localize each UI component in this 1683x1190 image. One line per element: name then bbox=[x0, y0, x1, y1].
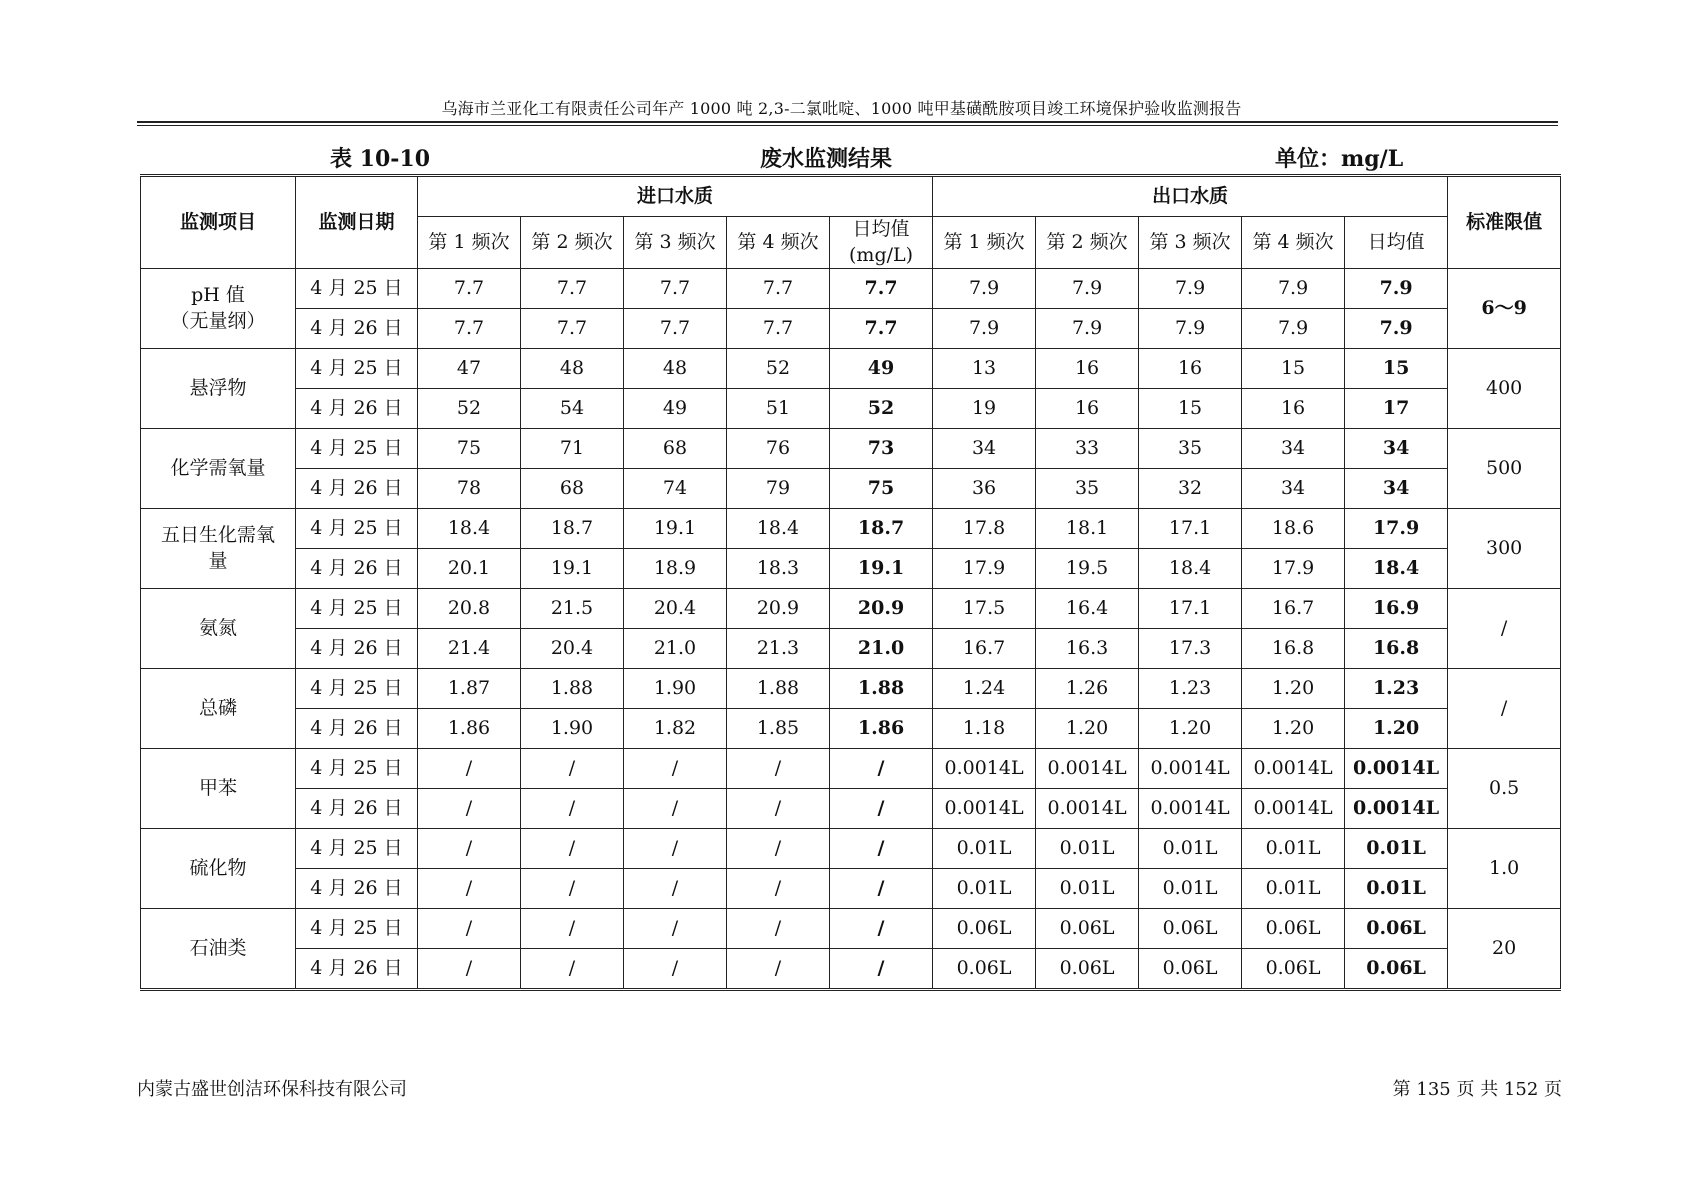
cell-outlet-freq-4: 0.06L bbox=[1242, 949, 1345, 990]
cell-monitoring-item bbox=[141, 589, 296, 669]
cell-outlet-daily-avg: 34 bbox=[1345, 429, 1448, 469]
cell-standard-limit: 400 bbox=[1448, 349, 1561, 429]
cell-inlet-freq-2: / bbox=[521, 749, 624, 789]
cell-outlet-freq-1: 19 bbox=[933, 389, 1036, 429]
cell-inlet-freq-3: 19.1 bbox=[624, 509, 727, 549]
cell-outlet-daily-avg: 34 bbox=[1345, 469, 1448, 509]
cell-inlet-daily-avg: 73 bbox=[830, 429, 933, 469]
cell-inlet-freq-2: 7.7 bbox=[521, 309, 624, 349]
col-header-item: 监测项目 bbox=[141, 176, 296, 269]
cell-date: 4 月 25 日 bbox=[296, 829, 418, 869]
cell-date: 4 月 25 日 bbox=[296, 669, 418, 709]
col-header-in-freq-2: 第 2 频次 bbox=[521, 217, 624, 269]
cell-outlet-daily-avg: 18.4 bbox=[1345, 549, 1448, 589]
cell-outlet-freq-4: 0.06L bbox=[1242, 909, 1345, 949]
cell-outlet-freq-1: 0.01L bbox=[933, 869, 1036, 909]
cell-inlet-freq-3: / bbox=[624, 869, 727, 909]
cell-outlet-freq-3: 18.4 bbox=[1139, 549, 1242, 589]
cell-monitoring-item bbox=[141, 349, 296, 429]
cell-outlet-freq-1: 17.5 bbox=[933, 589, 1036, 629]
cell-inlet-daily-avg: / bbox=[830, 949, 933, 990]
cell-inlet-freq-1: 7.7 bbox=[418, 269, 521, 309]
cell-date: 4 月 25 日 bbox=[296, 509, 418, 549]
cell-inlet-freq-2: 48 bbox=[521, 349, 624, 389]
table-unit: 单位：mg/L bbox=[1275, 146, 1404, 172]
table-row bbox=[141, 389, 1561, 429]
cell-outlet-freq-4: 17.9 bbox=[1242, 549, 1345, 589]
col-header-standard: 标准限值 bbox=[1448, 176, 1561, 269]
cell-date: 4 月 26 日 bbox=[296, 949, 418, 990]
cell-date: 4 月 26 日 bbox=[296, 389, 418, 429]
cell-inlet-freq-1: 75 bbox=[418, 429, 521, 469]
cell-inlet-freq-3: 74 bbox=[624, 469, 727, 509]
cell-outlet-freq-2: 7.9 bbox=[1036, 269, 1139, 309]
cell-inlet-daily-avg: / bbox=[830, 909, 933, 949]
table-row bbox=[141, 949, 1561, 990]
cell-inlet-freq-1: 18.4 bbox=[418, 509, 521, 549]
cell-outlet-freq-4: 16.7 bbox=[1242, 589, 1345, 629]
report-header: 乌海市兰亚化工有限责任公司年产 1000 吨 2,3-二氯吡啶、1000 吨甲基磺酰胺项目竣工环境保护验收监测报告 bbox=[441, 99, 1242, 118]
col-header-out-freq-2: 第 2 频次 bbox=[1036, 217, 1139, 269]
cell-monitoring-item bbox=[141, 429, 296, 509]
cell-inlet-freq-3: / bbox=[624, 909, 727, 949]
cell-inlet-freq-2: 20.4 bbox=[521, 629, 624, 669]
cell-inlet-freq-2: / bbox=[521, 789, 624, 829]
cell-outlet-freq-4: 16.8 bbox=[1242, 629, 1345, 669]
cell-standard-limit: 1.0 bbox=[1448, 829, 1561, 909]
table-row bbox=[141, 509, 1561, 549]
col-header-inlet: 进口水质 bbox=[418, 176, 933, 217]
cell-date: 4 月 25 日 bbox=[296, 269, 418, 309]
cell-inlet-freq-4: / bbox=[727, 829, 830, 869]
cell-inlet-daily-avg: 1.88 bbox=[830, 669, 933, 709]
cell-outlet-freq-4: 0.01L bbox=[1242, 829, 1345, 869]
cell-standard-limit: 500 bbox=[1448, 429, 1561, 509]
cell-inlet-freq-2: 19.1 bbox=[521, 549, 624, 589]
cell-standard-limit: / bbox=[1448, 589, 1561, 669]
cell-outlet-freq-3: 0.0014L bbox=[1139, 789, 1242, 829]
cell-outlet-freq-2: 0.0014L bbox=[1036, 789, 1139, 829]
cell-inlet-daily-avg: / bbox=[830, 869, 933, 909]
table-row bbox=[141, 309, 1561, 349]
cell-outlet-freq-4: 0.0014L bbox=[1242, 789, 1345, 829]
cell-date: 4 月 25 日 bbox=[296, 349, 418, 389]
cell-outlet-freq-4: 18.6 bbox=[1242, 509, 1345, 549]
table-row bbox=[141, 909, 1561, 949]
cell-inlet-freq-2: 68 bbox=[521, 469, 624, 509]
col-header-outlet: 出口水质 bbox=[933, 176, 1448, 217]
cell-inlet-freq-2: 54 bbox=[521, 389, 624, 429]
cell-monitoring-item bbox=[141, 829, 296, 909]
cell-outlet-freq-2: 0.06L bbox=[1036, 909, 1139, 949]
cell-inlet-freq-1: 78 bbox=[418, 469, 521, 509]
cell-inlet-freq-3: 1.82 bbox=[624, 709, 727, 749]
col-header-out-freq-1: 第 1 频次 bbox=[933, 217, 1036, 269]
monitoring-item-line: 石油类 bbox=[189, 936, 247, 959]
monitoring-item-line: （无量纲） bbox=[170, 309, 266, 332]
cell-outlet-freq-4: 0.01L bbox=[1242, 869, 1345, 909]
footer-page-number: 第 135 页 共 152 页 bbox=[1392, 1079, 1562, 1100]
cell-date: 4 月 26 日 bbox=[296, 629, 418, 669]
monitoring-item-line: 硫化物 bbox=[189, 856, 247, 879]
cell-inlet-daily-avg: 18.7 bbox=[830, 509, 933, 549]
cell-outlet-daily-avg: 7.9 bbox=[1345, 269, 1448, 309]
table-row bbox=[141, 469, 1561, 509]
cell-outlet-daily-avg: 1.20 bbox=[1345, 709, 1448, 749]
cell-inlet-freq-4: 7.7 bbox=[727, 269, 830, 309]
cell-outlet-freq-4: 7.9 bbox=[1242, 309, 1345, 349]
cell-monitoring-item bbox=[141, 509, 296, 589]
col-header-out-freq-3: 第 3 频次 bbox=[1139, 217, 1242, 269]
cell-date: 4 月 26 日 bbox=[296, 469, 418, 509]
monitoring-item-line: 化学需氧量 bbox=[170, 456, 266, 479]
cell-outlet-freq-3: 0.0014L bbox=[1139, 749, 1242, 789]
cell-outlet-freq-1: 7.9 bbox=[933, 309, 1036, 349]
cell-inlet-freq-1: 21.4 bbox=[418, 629, 521, 669]
cell-inlet-freq-4: 18.4 bbox=[727, 509, 830, 549]
monitoring-item-line: 五日生化需氧 bbox=[160, 524, 275, 547]
cell-inlet-freq-4: 18.3 bbox=[727, 549, 830, 589]
cell-inlet-daily-avg: / bbox=[830, 749, 933, 789]
cell-outlet-freq-2: 0.0014L bbox=[1036, 749, 1139, 789]
cell-inlet-freq-4: / bbox=[727, 949, 830, 990]
cell-monitoring-item bbox=[141, 749, 296, 829]
cell-standard-limit: 20 bbox=[1448, 909, 1561, 990]
cell-inlet-freq-1: / bbox=[418, 869, 521, 909]
cell-date: 4 月 25 日 bbox=[296, 909, 418, 949]
cell-inlet-freq-2: 21.5 bbox=[521, 589, 624, 629]
cell-outlet-freq-3: 16 bbox=[1139, 349, 1242, 389]
col-header-out-daily-avg: 日均值 bbox=[1345, 217, 1448, 269]
table-row bbox=[141, 429, 1561, 469]
cell-outlet-freq-4: 1.20 bbox=[1242, 669, 1345, 709]
cell-outlet-freq-1: 13 bbox=[933, 349, 1036, 389]
cell-inlet-freq-2: / bbox=[521, 949, 624, 990]
cell-date: 4 月 25 日 bbox=[296, 589, 418, 629]
cell-date: 4 月 26 日 bbox=[296, 309, 418, 349]
cell-standard-limit: 6～9 bbox=[1448, 269, 1561, 349]
cell-inlet-freq-1: 1.86 bbox=[418, 709, 521, 749]
cell-outlet-freq-4: 1.20 bbox=[1242, 709, 1345, 749]
cell-inlet-freq-2: 71 bbox=[521, 429, 624, 469]
cell-outlet-daily-avg: 0.0014L bbox=[1345, 789, 1448, 829]
table-row bbox=[141, 549, 1561, 589]
table-row bbox=[141, 629, 1561, 669]
cell-inlet-freq-1: 52 bbox=[418, 389, 521, 429]
cell-inlet-daily-avg: 7.7 bbox=[830, 309, 933, 349]
cell-outlet-freq-4: 7.9 bbox=[1242, 269, 1345, 309]
cell-outlet-freq-4: 34 bbox=[1242, 469, 1345, 509]
cell-outlet-freq-1: 0.06L bbox=[933, 909, 1036, 949]
cell-outlet-daily-avg: 0.06L bbox=[1345, 909, 1448, 949]
monitoring-item-line: 甲苯 bbox=[198, 776, 237, 799]
col-header-date: 监测日期 bbox=[296, 176, 418, 269]
col-header-in-freq-4: 第 4 频次 bbox=[727, 217, 830, 269]
cell-outlet-freq-2: 0.01L bbox=[1036, 869, 1139, 909]
cell-outlet-freq-2: 35 bbox=[1036, 469, 1139, 509]
cell-standard-limit: / bbox=[1448, 669, 1561, 749]
cell-inlet-freq-3: 18.9 bbox=[624, 549, 727, 589]
cell-inlet-freq-3: 68 bbox=[624, 429, 727, 469]
col-header-in-freq-3: 第 3 频次 bbox=[624, 217, 727, 269]
table-body bbox=[141, 269, 1561, 990]
cell-inlet-freq-1: / bbox=[418, 909, 521, 949]
cell-outlet-freq-3: 0.01L bbox=[1139, 869, 1242, 909]
cell-outlet-freq-1: 0.01L bbox=[933, 829, 1036, 869]
cell-inlet-freq-2: 7.7 bbox=[521, 269, 624, 309]
col-header-out-freq-4: 第 4 频次 bbox=[1242, 217, 1345, 269]
cell-outlet-freq-1: 17.8 bbox=[933, 509, 1036, 549]
cell-inlet-freq-3: 1.90 bbox=[624, 669, 727, 709]
table-row bbox=[141, 709, 1561, 749]
monitoring-item-line: pH 值 bbox=[191, 284, 245, 307]
cell-inlet-freq-1: 20.8 bbox=[418, 589, 521, 629]
cell-outlet-freq-1: 17.9 bbox=[933, 549, 1036, 589]
cell-outlet-freq-2: 16.3 bbox=[1036, 629, 1139, 669]
cell-inlet-freq-4: 20.9 bbox=[727, 589, 830, 629]
cell-inlet-freq-1: / bbox=[418, 789, 521, 829]
cell-inlet-freq-3: / bbox=[624, 829, 727, 869]
cell-inlet-freq-3: / bbox=[624, 749, 727, 789]
cell-outlet-freq-2: 1.20 bbox=[1036, 709, 1139, 749]
table-row bbox=[141, 829, 1561, 869]
cell-outlet-freq-3: 17.1 bbox=[1139, 509, 1242, 549]
cell-outlet-freq-3: 17.1 bbox=[1139, 589, 1242, 629]
cell-outlet-daily-avg: 0.0014L bbox=[1345, 749, 1448, 789]
cell-outlet-freq-3: 0.06L bbox=[1139, 949, 1242, 990]
cell-outlet-daily-avg: 15 bbox=[1345, 349, 1448, 389]
cell-inlet-freq-4: 79 bbox=[727, 469, 830, 509]
cell-inlet-freq-4: / bbox=[727, 749, 830, 789]
table-title: 废水监测结果 bbox=[760, 146, 893, 172]
cell-outlet-freq-3: 7.9 bbox=[1139, 309, 1242, 349]
cell-inlet-freq-4: 21.3 bbox=[727, 629, 830, 669]
cell-date: 4 月 26 日 bbox=[296, 789, 418, 829]
cell-outlet-freq-2: 0.06L bbox=[1036, 949, 1139, 990]
cell-inlet-freq-1: 1.87 bbox=[418, 669, 521, 709]
cell-outlet-daily-avg: 16.9 bbox=[1345, 589, 1448, 629]
cell-outlet-freq-3: 15 bbox=[1139, 389, 1242, 429]
cell-outlet-freq-2: 33 bbox=[1036, 429, 1139, 469]
cell-inlet-freq-2: 1.88 bbox=[521, 669, 624, 709]
table-number: 表 10-10 bbox=[330, 146, 431, 172]
cell-monitoring-item bbox=[141, 669, 296, 749]
cell-outlet-freq-3: 35 bbox=[1139, 429, 1242, 469]
monitoring-item-line: 氨氮 bbox=[198, 616, 237, 639]
cell-inlet-freq-3: 49 bbox=[624, 389, 727, 429]
cell-outlet-daily-avg: 16.8 bbox=[1345, 629, 1448, 669]
cell-inlet-freq-1: / bbox=[418, 949, 521, 990]
cell-inlet-daily-avg: 7.7 bbox=[830, 269, 933, 309]
cell-date: 4 月 26 日 bbox=[296, 869, 418, 909]
cell-outlet-daily-avg: 0.06L bbox=[1345, 949, 1448, 990]
cell-date: 4 月 26 日 bbox=[296, 549, 418, 589]
table-row bbox=[141, 349, 1561, 389]
cell-inlet-freq-3: 7.7 bbox=[624, 309, 727, 349]
cell-inlet-daily-avg: 21.0 bbox=[830, 629, 933, 669]
table-row bbox=[141, 869, 1561, 909]
cell-inlet-freq-3: / bbox=[624, 949, 727, 990]
col-header-in-freq-1: 第 1 频次 bbox=[418, 217, 521, 269]
table-row bbox=[141, 789, 1561, 829]
cell-inlet-freq-3: 21.0 bbox=[624, 629, 727, 669]
cell-outlet-freq-1: 36 bbox=[933, 469, 1036, 509]
cell-inlet-daily-avg: / bbox=[830, 829, 933, 869]
cell-inlet-freq-2: 1.90 bbox=[521, 709, 624, 749]
cell-outlet-freq-1: 0.0014L bbox=[933, 789, 1036, 829]
cell-outlet-daily-avg: 17.9 bbox=[1345, 509, 1448, 549]
cell-monitoring-item bbox=[141, 269, 296, 349]
cell-outlet-freq-2: 16.4 bbox=[1036, 589, 1139, 629]
cell-inlet-freq-2: 18.7 bbox=[521, 509, 624, 549]
cell-outlet-freq-3: 17.3 bbox=[1139, 629, 1242, 669]
monitoring-item-line: 悬浮物 bbox=[189, 376, 247, 399]
cell-inlet-freq-4: 1.85 bbox=[727, 709, 830, 749]
header-rule bbox=[137, 121, 1558, 126]
cell-inlet-daily-avg: 75 bbox=[830, 469, 933, 509]
cell-inlet-daily-avg: 49 bbox=[830, 349, 933, 389]
cell-outlet-freq-1: 1.24 bbox=[933, 669, 1036, 709]
table-row bbox=[141, 589, 1561, 629]
cell-inlet-freq-3: 20.4 bbox=[624, 589, 727, 629]
table-row bbox=[141, 749, 1561, 789]
table-row bbox=[141, 269, 1561, 309]
table-row bbox=[141, 669, 1561, 709]
cell-inlet-freq-2: / bbox=[521, 909, 624, 949]
cell-inlet-freq-2: / bbox=[521, 869, 624, 909]
cell-inlet-freq-4: 7.7 bbox=[727, 309, 830, 349]
footer-company: 内蒙古盛世创洁环保科技有限公司 bbox=[137, 1079, 407, 1100]
cell-outlet-freq-2: 7.9 bbox=[1036, 309, 1139, 349]
cell-outlet-freq-3: 0.06L bbox=[1139, 909, 1242, 949]
cell-outlet-freq-3: 7.9 bbox=[1139, 269, 1242, 309]
cell-inlet-freq-4: 52 bbox=[727, 349, 830, 389]
col-header-in-daily-avg-label: 日均值 bbox=[852, 218, 910, 240]
cell-inlet-freq-1: / bbox=[418, 829, 521, 869]
cell-outlet-freq-1: 0.06L bbox=[933, 949, 1036, 990]
cell-outlet-freq-2: 1.26 bbox=[1036, 669, 1139, 709]
cell-outlet-freq-1: 16.7 bbox=[933, 629, 1036, 669]
cell-outlet-freq-1: 7.9 bbox=[933, 269, 1036, 309]
cell-inlet-freq-4: / bbox=[727, 789, 830, 829]
cell-outlet-freq-1: 1.18 bbox=[933, 709, 1036, 749]
cell-date: 4 月 25 日 bbox=[296, 429, 418, 469]
cell-inlet-daily-avg: 1.86 bbox=[830, 709, 933, 749]
cell-inlet-freq-4: / bbox=[727, 869, 830, 909]
cell-outlet-freq-1: 0.0014L bbox=[933, 749, 1036, 789]
cell-inlet-freq-4: 76 bbox=[727, 429, 830, 469]
cell-outlet-daily-avg: 0.01L bbox=[1345, 829, 1448, 869]
cell-outlet-freq-4: 0.0014L bbox=[1242, 749, 1345, 789]
cell-outlet-freq-3: 32 bbox=[1139, 469, 1242, 509]
cell-inlet-daily-avg: 19.1 bbox=[830, 549, 933, 589]
cell-inlet-freq-4: / bbox=[727, 909, 830, 949]
cell-inlet-daily-avg: 20.9 bbox=[830, 589, 933, 629]
cell-inlet-daily-avg: / bbox=[830, 789, 933, 829]
cell-outlet-daily-avg: 0.01L bbox=[1345, 869, 1448, 909]
cell-inlet-freq-2: / bbox=[521, 829, 624, 869]
cell-outlet-freq-3: 0.01L bbox=[1139, 829, 1242, 869]
cell-inlet-freq-1: 47 bbox=[418, 349, 521, 389]
monitoring-item-line: 总磷 bbox=[198, 696, 237, 719]
cell-inlet-freq-4: 1.88 bbox=[727, 669, 830, 709]
cell-outlet-freq-1: 34 bbox=[933, 429, 1036, 469]
cell-outlet-daily-avg: 17 bbox=[1345, 389, 1448, 429]
cell-outlet-daily-avg: 7.9 bbox=[1345, 309, 1448, 349]
cell-inlet-freq-1: 7.7 bbox=[418, 309, 521, 349]
monitoring-item-line: 量 bbox=[208, 549, 228, 572]
cell-standard-limit: 0.5 bbox=[1448, 749, 1561, 829]
cell-outlet-freq-2: 16 bbox=[1036, 349, 1139, 389]
cell-standard-limit: 300 bbox=[1448, 509, 1561, 589]
cell-outlet-daily-avg: 1.23 bbox=[1345, 669, 1448, 709]
wastewater-results-table bbox=[140, 174, 1561, 991]
cell-outlet-freq-2: 19.5 bbox=[1036, 549, 1139, 589]
cell-inlet-freq-3: / bbox=[624, 789, 727, 829]
cell-outlet-freq-4: 15 bbox=[1242, 349, 1345, 389]
cell-date: 4 月 26 日 bbox=[296, 709, 418, 749]
cell-date: 4 月 25 日 bbox=[296, 749, 418, 789]
cell-inlet-freq-1: / bbox=[418, 749, 521, 789]
cell-outlet-freq-2: 18.1 bbox=[1036, 509, 1139, 549]
cell-outlet-freq-3: 1.23 bbox=[1139, 669, 1242, 709]
cell-inlet-freq-3: 48 bbox=[624, 349, 727, 389]
cell-inlet-freq-3: 7.7 bbox=[624, 269, 727, 309]
cell-outlet-freq-4: 16 bbox=[1242, 389, 1345, 429]
cell-inlet-freq-4: 51 bbox=[727, 389, 830, 429]
col-header-in-daily-avg-unit: (mg/L) bbox=[849, 243, 914, 266]
col-header-in-daily-avg bbox=[830, 217, 933, 269]
cell-outlet-freq-3: 1.20 bbox=[1139, 709, 1242, 749]
cell-outlet-freq-4: 34 bbox=[1242, 429, 1345, 469]
cell-monitoring-item bbox=[141, 909, 296, 990]
cell-outlet-freq-2: 0.01L bbox=[1036, 829, 1139, 869]
cell-outlet-freq-2: 16 bbox=[1036, 389, 1139, 429]
cell-inlet-daily-avg: 52 bbox=[830, 389, 933, 429]
cell-inlet-freq-1: 20.1 bbox=[418, 549, 521, 589]
